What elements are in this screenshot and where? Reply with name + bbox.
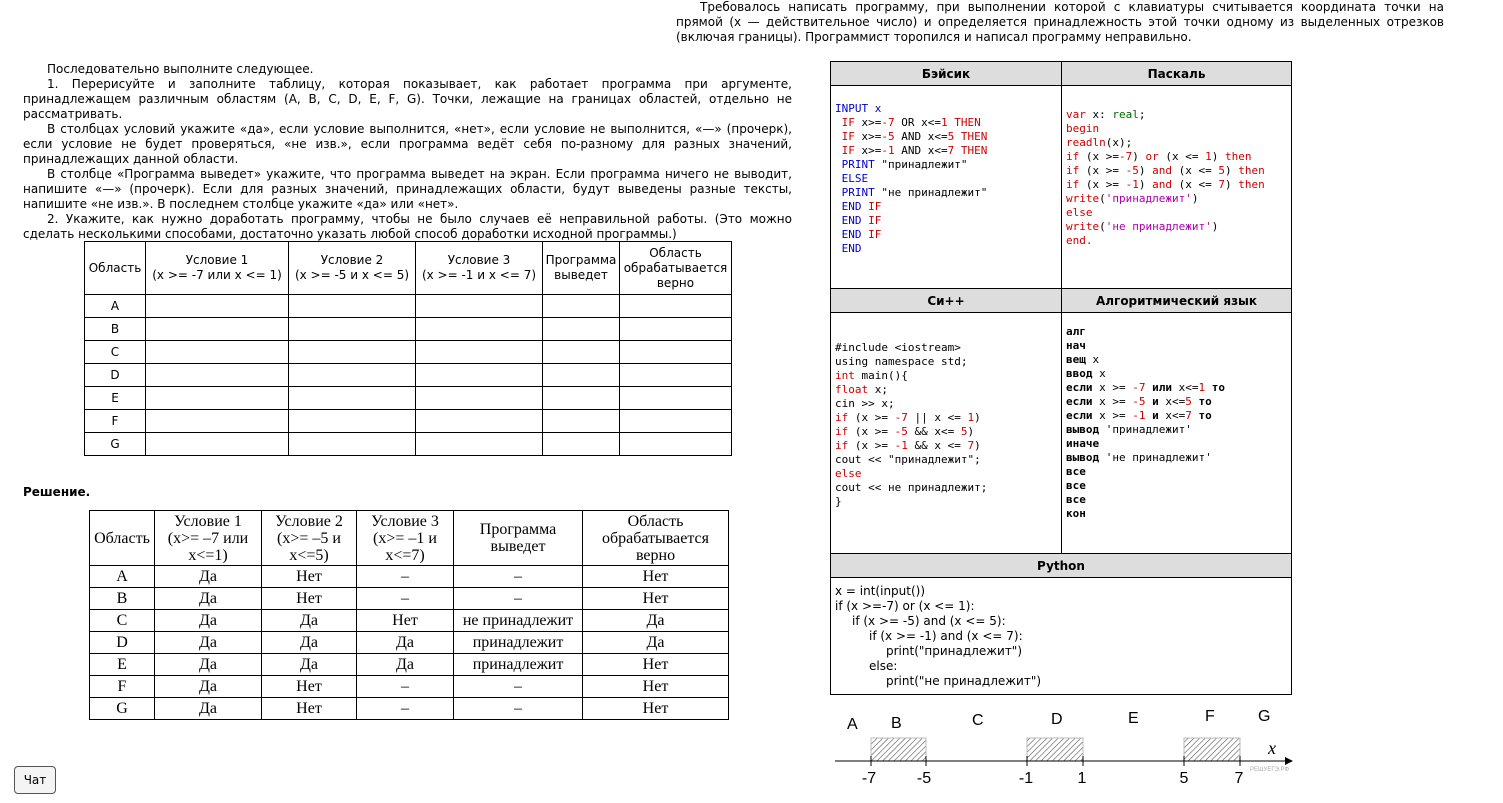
table-cell: E bbox=[90, 654, 155, 676]
region-label: G bbox=[1258, 708, 1271, 725]
table-row: B bbox=[85, 318, 732, 341]
table-row bbox=[90, 610, 729, 632]
table-cell: – bbox=[357, 698, 454, 720]
table-cell: Нет bbox=[583, 566, 729, 588]
table-cell: Да bbox=[155, 698, 262, 720]
table-row bbox=[90, 654, 729, 676]
table-cell: Нет bbox=[357, 610, 454, 632]
intro-text: Требовалось написать программу, при выполнении которой с клавиатуры считывается координата точки на прямой (x — действительное число) и определяется принадлежность этой точки одному из выделенных отрезков (включая границы). Программист торопился и написал программу неправильно. bbox=[676, 0, 1444, 44]
table-cell: Да bbox=[262, 632, 357, 654]
tick-label: 1 bbox=[1077, 770, 1087, 787]
axis-label: x bbox=[1268, 738, 1276, 758]
table-cell: Да bbox=[155, 566, 262, 588]
table-cell: G bbox=[90, 698, 155, 720]
solution-table bbox=[89, 510, 729, 720]
algo-header: Алгоритмический язык bbox=[1062, 289, 1292, 313]
table-row: A bbox=[85, 295, 732, 318]
table-row bbox=[90, 588, 729, 610]
table-cell: A bbox=[90, 566, 155, 588]
tick-label: -7 bbox=[861, 770, 877, 787]
header-cond3: Условие 3 (x >= -1 и x <= 7) bbox=[416, 242, 543, 295]
table-cell: Нет bbox=[583, 676, 729, 698]
tick-label: 5 bbox=[1179, 770, 1189, 787]
table-cell: Да bbox=[583, 610, 729, 632]
instructions bbox=[23, 62, 792, 242]
table-cell: Нет bbox=[262, 698, 357, 720]
table-cell: Да bbox=[155, 588, 262, 610]
task-table bbox=[84, 241, 732, 456]
table-cell: Да bbox=[357, 632, 454, 654]
python-code: x = int(input()) if (x >=-7) or (x <= 1): if (x >= -5) and (x <= 5): if (x >= -1) and (x <= 7): print("принадлежит") else: print("не принадлежит") bbox=[831, 578, 1292, 695]
table-cell: B bbox=[90, 588, 155, 610]
table-cell: D bbox=[90, 632, 155, 654]
table-cell: – bbox=[454, 676, 583, 698]
code-line: PRINT "не принадлежит" bbox=[841, 186, 988, 199]
table-cell: не принадлежит bbox=[454, 610, 583, 632]
code-line: END IF bbox=[841, 214, 882, 227]
table-cell: – bbox=[357, 588, 454, 610]
table-cell: Нет bbox=[583, 654, 729, 676]
chat-button[interactable]: Чат bbox=[14, 766, 56, 794]
python-header: Python bbox=[831, 554, 1292, 578]
solution-heading: Решение. bbox=[23, 485, 91, 499]
sol-header-output: Программа выведет bbox=[454, 511, 583, 566]
region-label: A bbox=[847, 716, 858, 733]
table-row: C bbox=[85, 341, 732, 364]
code-line: IF x>=-7 OR x<=1 THEN bbox=[841, 116, 981, 129]
pascal-header: Паскаль bbox=[1062, 62, 1292, 86]
header-correct: Область обрабатывается верно bbox=[620, 242, 732, 295]
header-output: Программа выведет bbox=[543, 242, 620, 295]
code-line: END IF bbox=[841, 228, 882, 241]
header-cond1: Условие 1 (x >= -7 или x <= 1) bbox=[146, 242, 289, 295]
table-cell: Да bbox=[155, 632, 262, 654]
table-row: F bbox=[85, 410, 732, 433]
table-cell: F bbox=[90, 676, 155, 698]
code-line: IF x>=-5 AND x<=5 THEN bbox=[841, 130, 988, 143]
table-row bbox=[90, 676, 729, 698]
table-cell: C bbox=[90, 610, 155, 632]
table-row bbox=[90, 632, 729, 654]
table-cell: Нет bbox=[583, 588, 729, 610]
table-cell: – bbox=[454, 566, 583, 588]
header-cond2: Условие 2 (x >= -5 и x <= 5) bbox=[289, 242, 416, 295]
cpp-header: Си++ bbox=[831, 289, 1062, 313]
region-label: B bbox=[891, 715, 902, 732]
number-line bbox=[830, 700, 1300, 800]
tick-label: -1 bbox=[1018, 770, 1034, 787]
segment-3 bbox=[1184, 738, 1240, 761]
cpp-code: #include <iostream> using namespace std; int main(){ float x; cin >> x; if (x >= -7 || x <= 1) if (x >= -5 && x<= 5) if (x >= -1 && x <= 7) cout << "принадлежит"; else cout << не принадлежит; } bbox=[831, 313, 1062, 554]
region-label: F bbox=[1205, 708, 1215, 725]
table-cell: Нет bbox=[262, 676, 357, 698]
sol-header-cond2: Условие 2 (x>= –5 и x<=5) bbox=[262, 511, 357, 566]
code-line: PRINT "принадлежит" bbox=[841, 158, 968, 171]
table-cell: Да bbox=[262, 654, 357, 676]
table-cell: Нет bbox=[262, 588, 357, 610]
table-cell: Да bbox=[583, 632, 729, 654]
table-cell: Нет bbox=[262, 566, 357, 588]
table-cell: – bbox=[357, 676, 454, 698]
sol-header-cond3: Условие 3 (x>= –1 и x<=7) bbox=[357, 511, 454, 566]
table-cell: принадлежит bbox=[454, 632, 583, 654]
code-line: END bbox=[841, 242, 862, 255]
table-cell: Да bbox=[155, 676, 262, 698]
code-line: IF x>=-1 AND x<=7 THEN bbox=[841, 144, 988, 157]
tick-label: -5 bbox=[916, 770, 932, 787]
code-table bbox=[830, 61, 1292, 695]
basic-code: INPUT x IF x>=-7 OR x<=1 THEN IF x>=-5 AND x<=5 THEN IF x>=-1 AND x<=7 THEN PRINT "принадлежит" ELSE PRINT "не принадлежит" END IF END IF END IF END bbox=[831, 86, 1062, 289]
instruction-paragraph: 2. Укажите, как нужно доработать программу, чтобы не было случаев её неправильной работы. (Это можно сделать несколькими способами, достаточно указать любой способ доработки исходной программы.) bbox=[23, 212, 792, 241]
table-cell: – bbox=[454, 698, 583, 720]
region-label: E bbox=[1128, 710, 1139, 727]
table-cell: Да bbox=[155, 610, 262, 632]
instruction-paragraph: Последовательно выполните следующее. bbox=[47, 62, 314, 76]
table-row: G bbox=[85, 433, 732, 456]
segment-1 bbox=[871, 738, 926, 761]
table-cell: – bbox=[357, 566, 454, 588]
code-line: END IF bbox=[841, 200, 882, 213]
table-cell: принадлежит bbox=[454, 654, 583, 676]
table-cell: – bbox=[454, 588, 583, 610]
basic-header: Бэйсик bbox=[831, 62, 1062, 86]
pascal-code: var x: real; begin readln(x); if (x >=-7) or (x <= 1) then if (x >= -5) and (x <= 5) then if (x >= -1) and (x <= 7) then write('принадлежит') else write('не принадлежит') end. bbox=[1062, 86, 1292, 289]
sol-header-cond1: Условие 1 (x>= –7 или x<=1) bbox=[155, 511, 262, 566]
segment-2 bbox=[1027, 738, 1083, 761]
header-region: Область bbox=[85, 242, 146, 295]
code-line: ELSE bbox=[841, 172, 869, 185]
table-cell: Да bbox=[262, 610, 357, 632]
table-row: E bbox=[85, 387, 732, 410]
tick-label: 7 bbox=[1234, 770, 1244, 787]
axis-arrow bbox=[1285, 757, 1293, 765]
table-cell: Да bbox=[357, 654, 454, 676]
instruction-paragraph: В столбцах условий укажите «да», если условие выполнится, «нет», если условие не выполнится, «—» (прочерк), если условие не будет проверяться, «не изв.», если программа ведёт себя по-разному для разных значений, принадлежащих данной области. bbox=[23, 122, 792, 166]
instruction-paragraph: 1. Перерисуйте и заполните таблицу, которая показывает, как работает программа при аргументе, принадлежащем различным областям (A, B, C, D, E, F, G). Точки, лежащие на границах областей, отдельно не рассматривать. bbox=[23, 77, 792, 121]
sol-header-region: Область bbox=[90, 511, 155, 566]
table-cell: Да bbox=[155, 654, 262, 676]
algo-code: алг нач вещ x ввод x если x >= -7 или x<=1 то если x >= -5 и x<=5 то если x >= -1 и x<=7 то вывод 'принадлежит' иначе вывод 'не принадлежит' все все все кон bbox=[1062, 313, 1292, 554]
table-row bbox=[90, 698, 729, 720]
watermark: РЕШУЕГЭ.РФ bbox=[1250, 767, 1290, 773]
region-label: D bbox=[1051, 711, 1063, 728]
table-cell: Нет bbox=[583, 698, 729, 720]
sol-header-correct: Область обрабатывается верно bbox=[583, 511, 729, 566]
region-label: C bbox=[972, 712, 984, 729]
table-row bbox=[90, 566, 729, 588]
table-row: D bbox=[85, 364, 732, 387]
instruction-paragraph: В столбце «Программа выведет» укажите, что программа выведет на экран. Если программа ничего не выводит, напишите «—» (прочерк). Если для разных значений, принадлежащих области, будут выведены разные тексты, напишите «не изв.». В последнем столбце укажите «да» или «нет». bbox=[23, 167, 792, 211]
